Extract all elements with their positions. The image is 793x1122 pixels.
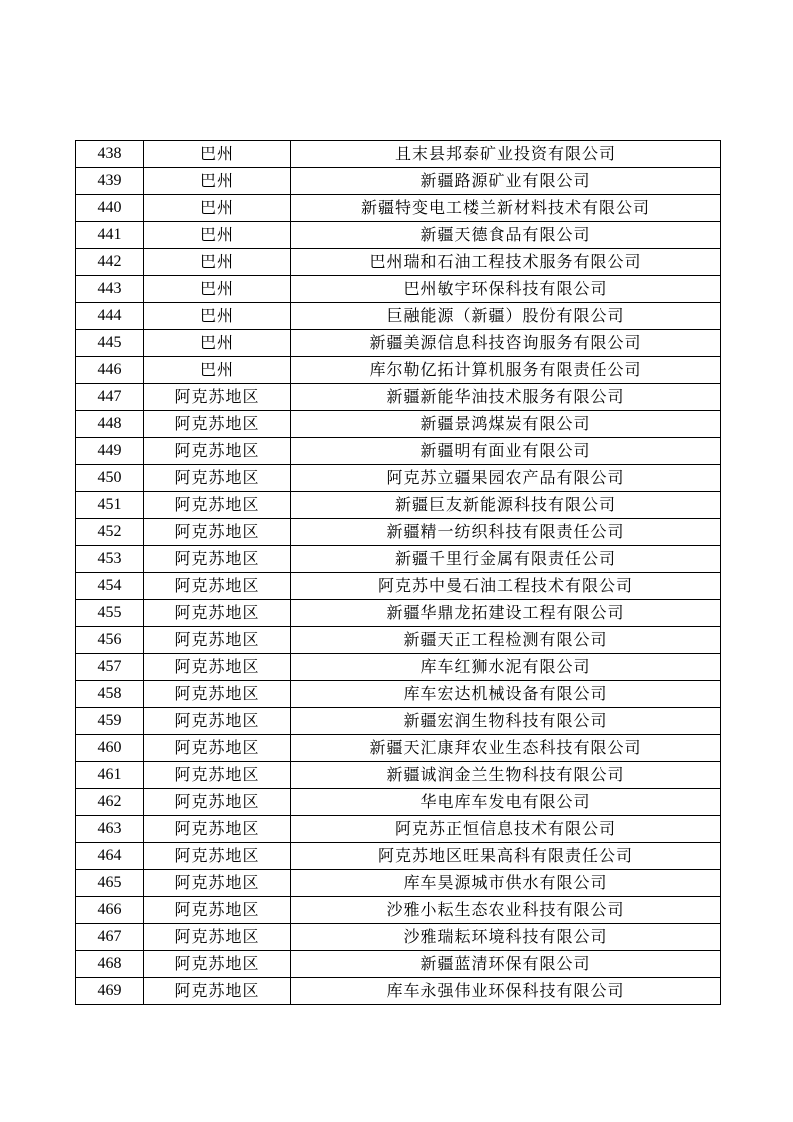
row-number: 440 xyxy=(76,195,144,222)
row-number: 462 xyxy=(76,789,144,816)
row-region: 阿克苏地区 xyxy=(144,762,291,789)
row-number: 444 xyxy=(76,303,144,330)
row-region: 阿克苏地区 xyxy=(144,492,291,519)
table-row xyxy=(76,843,721,870)
table-row xyxy=(76,654,721,681)
row-company: 新疆天德食品有限公司 xyxy=(291,222,721,249)
row-company: 新疆新能华油技术服务有限公司 xyxy=(291,384,721,411)
row-company: 新疆明有面业有限公司 xyxy=(291,438,721,465)
row-company: 库车宏达机械设备有限公司 xyxy=(291,681,721,708)
row-company: 阿克苏地区旺果高科有限责任公司 xyxy=(291,843,721,870)
row-company: 库车永强伟业环保科技有限公司 xyxy=(291,978,721,1005)
row-region: 巴州 xyxy=(144,195,291,222)
row-company: 新疆路源矿业有限公司 xyxy=(291,168,721,195)
row-region: 阿克苏地区 xyxy=(144,870,291,897)
row-company: 新疆蓝清环保有限公司 xyxy=(291,951,721,978)
row-number: 455 xyxy=(76,600,144,627)
row-company: 巴州敏宇环保科技有限公司 xyxy=(291,276,721,303)
row-number: 456 xyxy=(76,627,144,654)
row-company: 巨融能源（新疆）股份有限公司 xyxy=(291,303,721,330)
table-row xyxy=(76,330,721,357)
row-company: 新疆美源信息科技咨询服务有限公司 xyxy=(291,330,721,357)
row-number: 467 xyxy=(76,924,144,951)
table-row xyxy=(76,411,721,438)
row-number: 454 xyxy=(76,573,144,600)
row-region: 阿克苏地区 xyxy=(144,816,291,843)
table-row xyxy=(76,249,721,276)
table-row xyxy=(76,519,721,546)
row-number: 451 xyxy=(76,492,144,519)
table-row xyxy=(76,546,721,573)
row-region: 巴州 xyxy=(144,249,291,276)
row-region: 阿克苏地区 xyxy=(144,654,291,681)
row-region: 巴州 xyxy=(144,330,291,357)
row-number: 464 xyxy=(76,843,144,870)
row-number: 447 xyxy=(76,384,144,411)
row-company: 沙雅小耘生态农业科技有限公司 xyxy=(291,897,721,924)
table-row xyxy=(76,465,721,492)
row-region: 阿克苏地区 xyxy=(144,951,291,978)
row-company: 新疆华鼎龙拓建设工程有限公司 xyxy=(291,600,721,627)
row-region: 阿克苏地区 xyxy=(144,681,291,708)
row-region: 阿克苏地区 xyxy=(144,924,291,951)
row-region: 巴州 xyxy=(144,303,291,330)
row-number: 460 xyxy=(76,735,144,762)
row-region: 巴州 xyxy=(144,357,291,384)
row-region: 阿克苏地区 xyxy=(144,897,291,924)
row-company: 新疆千里行金属有限责任公司 xyxy=(291,546,721,573)
row-number: 466 xyxy=(76,897,144,924)
row-region: 阿克苏地区 xyxy=(144,627,291,654)
row-number: 459 xyxy=(76,708,144,735)
row-number: 441 xyxy=(76,222,144,249)
table-row xyxy=(76,276,721,303)
row-region: 阿克苏地区 xyxy=(144,546,291,573)
table-row xyxy=(76,573,721,600)
row-region: 阿克苏地区 xyxy=(144,465,291,492)
row-company: 新疆特变电工楼兰新材料技术有限公司 xyxy=(291,195,721,222)
table-row xyxy=(76,789,721,816)
row-number: 465 xyxy=(76,870,144,897)
row-company: 阿克苏正恒信息技术有限公司 xyxy=(291,816,721,843)
table-row xyxy=(76,195,721,222)
row-region: 阿克苏地区 xyxy=(144,978,291,1005)
table-row xyxy=(76,438,721,465)
row-company: 巴州瑞和石油工程技术服务有限公司 xyxy=(291,249,721,276)
row-company: 新疆精一纺织科技有限责任公司 xyxy=(291,519,721,546)
row-number: 448 xyxy=(76,411,144,438)
table-row xyxy=(76,735,721,762)
table-row xyxy=(76,924,721,951)
table-row xyxy=(76,600,721,627)
row-region: 巴州 xyxy=(144,141,291,168)
table-row xyxy=(76,951,721,978)
table-row xyxy=(76,492,721,519)
row-region: 阿克苏地区 xyxy=(144,573,291,600)
row-number: 439 xyxy=(76,168,144,195)
row-number: 457 xyxy=(76,654,144,681)
row-number: 446 xyxy=(76,357,144,384)
row-region: 巴州 xyxy=(144,222,291,249)
row-company: 阿克苏中曼石油工程技术有限公司 xyxy=(291,573,721,600)
row-region: 阿克苏地区 xyxy=(144,438,291,465)
row-number: 452 xyxy=(76,519,144,546)
row-company: 新疆景鸿煤炭有限公司 xyxy=(291,411,721,438)
row-number: 463 xyxy=(76,816,144,843)
table-row xyxy=(76,384,721,411)
row-number: 445 xyxy=(76,330,144,357)
row-region: 阿克苏地区 xyxy=(144,789,291,816)
table-row xyxy=(76,627,721,654)
row-number: 469 xyxy=(76,978,144,1005)
row-region: 阿克苏地区 xyxy=(144,384,291,411)
company-list-body xyxy=(76,141,721,1005)
table-row xyxy=(76,762,721,789)
table-row xyxy=(76,681,721,708)
table-row xyxy=(76,816,721,843)
row-number: 468 xyxy=(76,951,144,978)
table-row xyxy=(76,708,721,735)
table-row xyxy=(76,222,721,249)
table-row xyxy=(76,870,721,897)
table-row xyxy=(76,141,721,168)
table-row xyxy=(76,357,721,384)
row-number: 450 xyxy=(76,465,144,492)
row-company: 阿克苏立疆果园农产品有限公司 xyxy=(291,465,721,492)
row-region: 巴州 xyxy=(144,276,291,303)
row-company: 新疆天正工程检测有限公司 xyxy=(291,627,721,654)
row-region: 阿克苏地区 xyxy=(144,735,291,762)
row-company: 新疆天汇康拜农业生态科技有限公司 xyxy=(291,735,721,762)
row-company: 华电库车发电有限公司 xyxy=(291,789,721,816)
row-region: 阿克苏地区 xyxy=(144,411,291,438)
row-company: 库车昊源城市供水有限公司 xyxy=(291,870,721,897)
table-row xyxy=(76,978,721,1005)
row-number: 461 xyxy=(76,762,144,789)
row-region: 阿克苏地区 xyxy=(144,843,291,870)
row-region: 阿克苏地区 xyxy=(144,519,291,546)
company-list-table xyxy=(75,140,721,1005)
row-number: 442 xyxy=(76,249,144,276)
row-number: 453 xyxy=(76,546,144,573)
row-company: 新疆巨友新能源科技有限公司 xyxy=(291,492,721,519)
row-company: 新疆诚润金兰生物科技有限公司 xyxy=(291,762,721,789)
table-row xyxy=(76,168,721,195)
row-number: 438 xyxy=(76,141,144,168)
row-region: 巴州 xyxy=(144,168,291,195)
row-number: 458 xyxy=(76,681,144,708)
row-company: 库尔勒亿拓计算机服务有限责任公司 xyxy=(291,357,721,384)
row-region: 阿克苏地区 xyxy=(144,708,291,735)
row-region: 阿克苏地区 xyxy=(144,600,291,627)
table-row xyxy=(76,897,721,924)
row-company: 沙雅瑞耘环境科技有限公司 xyxy=(291,924,721,951)
row-company: 新疆宏润生物科技有限公司 xyxy=(291,708,721,735)
row-company: 库车红狮水泥有限公司 xyxy=(291,654,721,681)
row-number: 443 xyxy=(76,276,144,303)
row-company: 且末县邦泰矿业投资有限公司 xyxy=(291,141,721,168)
row-number: 449 xyxy=(76,438,144,465)
table-row xyxy=(76,303,721,330)
